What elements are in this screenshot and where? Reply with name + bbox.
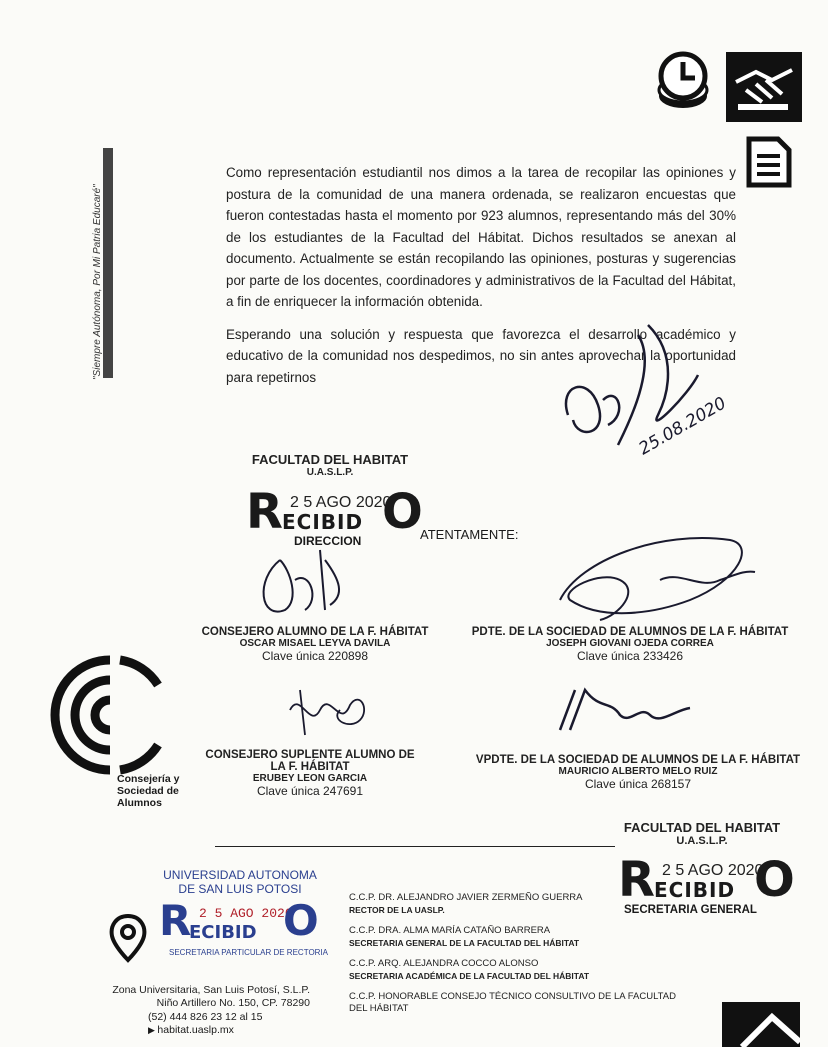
ccp-item — [349, 925, 709, 949]
signatory-1-role: CONSEJERO ALUMNO DE LA F. HÁBITAT — [201, 626, 429, 638]
motto-text: "Siempre Autónoma, Por Mi Patria Educaré" — [92, 184, 103, 380]
ccp-main: C.C.P. HONORABLE CONSEJO TÉCNICO CONSULTIVO DE LA FACULTAD — [349, 991, 676, 1002]
stamp-direccion-line2: U.A.S.L.P. — [306, 467, 354, 478]
signatory-3-role: CONSEJERO SUPLENTE ALUMNO DE LA F. HÁBITAT — [205, 749, 415, 773]
signatory-3-name: ERUBEY LEON GARCIA — [252, 773, 368, 784]
footer-divider — [215, 846, 615, 847]
arrow-icon: ▶ — [148, 1025, 158, 1035]
sidebar-motto — [70, 150, 103, 380]
signatory-1-clave: Clave única 220898 — [261, 649, 369, 663]
ccp-sub: SECRETARIA ACADÉMICA DE LA FACULTAD DEL HÁBITAT — [349, 971, 590, 981]
signatory-3 — [200, 749, 420, 798]
stamp-r: R — [159, 896, 192, 945]
signatory-2-name: JOSEPH GIOVANI OJEDA CORREA — [546, 638, 714, 649]
stamp-r: R — [246, 484, 283, 540]
ccp-item — [349, 958, 709, 982]
signatory-1 — [180, 626, 450, 663]
stamp-o: O — [382, 484, 423, 540]
stamp-secretaria-line2: U.A.S.L.P. — [676, 835, 728, 847]
stamp-word: ECIBID — [654, 878, 736, 902]
ccp-main: C.C.P. ARQ. ALEJANDRA COCCO ALONSO — [349, 958, 539, 969]
corner-logo-icon — [722, 1002, 800, 1047]
address-line1: Zona Universitaria, San Luis Potosí, S.L.P. — [112, 984, 310, 996]
stamp-direccion — [240, 452, 420, 478]
stamp-secretaria-line1: FACULTAD DEL HABITAT — [623, 820, 781, 835]
signatory-1-name: OSCAR MISAEL LEYVA DAVILA — [239, 638, 391, 649]
ccp-sub: DEL HÁBITAT — [349, 1003, 409, 1014]
signature-oscar — [250, 540, 350, 630]
stamp-o: O — [754, 852, 795, 908]
ccp-main: C.C.P. DR. ALEJANDRO JAVIER ZERMEÑO GUERRA — [349, 892, 583, 903]
signatory-2-role: PDTE. DE LA SOCIEDAD DE ALUMNOS DE LA F. HÁBITAT — [471, 626, 789, 638]
stamp-r: R — [618, 852, 655, 908]
handshake-icon — [726, 52, 802, 122]
signatory-4-clave: Clave única 268157 — [584, 777, 692, 791]
ccp-sub: SECRETARIA GENERAL DE LA FACULTAD DEL HÁBITAT — [349, 938, 580, 948]
stamp-rectoria — [155, 868, 328, 958]
ccp-list — [349, 892, 709, 1015]
signatory-4-name: MAURICIO ALBERTO MELO RUIZ — [558, 766, 718, 777]
stamp-word: ECIBID — [282, 510, 364, 534]
stamp-direccion-line1: FACULTAD DEL HABITAT — [251, 452, 409, 467]
ccp-main: C.C.P. DRA. ALMA MARÍA CATAÑO BARRERA — [349, 925, 551, 936]
signatory-4 — [470, 754, 806, 791]
stamp-word: ECIBID — [189, 922, 257, 943]
stamp-secretaria-date: 2 5 AGO 2020 — [662, 862, 764, 879]
phone-text: (52) 444 826 23 12 al 15 — [148, 1011, 263, 1023]
document-icon — [746, 136, 792, 188]
location-pin-icon — [108, 912, 148, 964]
website-link[interactable]: habitat.uaslp.mx — [157, 1024, 234, 1036]
logo-line2: Sociedad de — [117, 785, 179, 797]
signatory-3-clave: Clave única 247691 — [256, 784, 364, 798]
handwritten-date: 25.08.2020 — [635, 393, 730, 460]
stamp-secretaria-dept: SECRETARIA GENERAL — [624, 904, 757, 916]
logo-line3: Alumnos — [117, 797, 162, 809]
paragraph-survey: Como representación estudiantil nos dimos a la tarea de recopilar las opiniones y postura de la comunidad de una manera ordenada, se realizaron encuestas que fueron contestadas hasta el momento por 923 alumnos, representando más del 30% de los estudiantes de la Facultad del Hábitat. Dichos resultados se anexan al documento. Actualmente se están recopilando las opiniones, posturas y sugerencias por parte de los docentes, coordinadores y administrativos de la Facultad del Hábitat, a fin de enriquecer la información obtenida. — [226, 165, 736, 309]
stamp-rectoria-dept: SECRETARIA PARTICULAR DE RECTORIA — [169, 948, 328, 957]
signatory-4-role: VPDTE. DE LA SOCIEDAD DE ALUMNOS DE LA F. HÁBITAT — [475, 754, 801, 766]
stamp-direccion-dept: DIRECCION — [294, 534, 362, 548]
signature-erubey — [280, 680, 380, 740]
side-bar-divider — [103, 148, 113, 378]
stamp-rectoria-date: 2 5 AGO 2020 — [199, 906, 293, 921]
logo-line1: Consejería y — [117, 773, 180, 785]
stamp-direccion-recibido — [246, 484, 426, 546]
signature-mauricio — [540, 680, 700, 740]
stamp-rectoria-line2: DE SAN LUIS POTOSI — [178, 882, 302, 896]
clock-coin-icon — [655, 50, 711, 112]
stamp-secretaria — [612, 820, 792, 847]
ccp-item — [349, 991, 709, 1015]
ccp-sub: RECTOR DE LA UASLP. — [349, 905, 445, 915]
signature-joseph — [540, 520, 760, 640]
signatory-2-clave: Clave única 233426 — [576, 649, 684, 663]
footer-contact — [148, 1011, 262, 1037]
signatory-2 — [462, 626, 798, 663]
stamp-rectoria-line1: UNIVERSIDAD AUTONOMA — [163, 868, 317, 882]
stamp-o: O — [283, 896, 319, 945]
address-line2: Niño Artillero No. 150, CP. 78290 — [156, 997, 310, 1009]
footer-address — [80, 984, 310, 1010]
atentamente-label: ATENTAMENTE: — [420, 527, 519, 542]
paragraph-closing: Esperando una solución y respuesta que favorezca el desarrollo académico y educativo de la comunidad nos despedimos, no sin antes aprovechar la oportunidad para repetirnos — [226, 326, 736, 385]
handwritten-signature-receipt — [548, 305, 738, 470]
stamp-direccion-date: 2 5 AGO 2020 — [290, 494, 392, 511]
consejeria-logo-text — [117, 773, 179, 809]
ccp-item — [349, 892, 709, 916]
